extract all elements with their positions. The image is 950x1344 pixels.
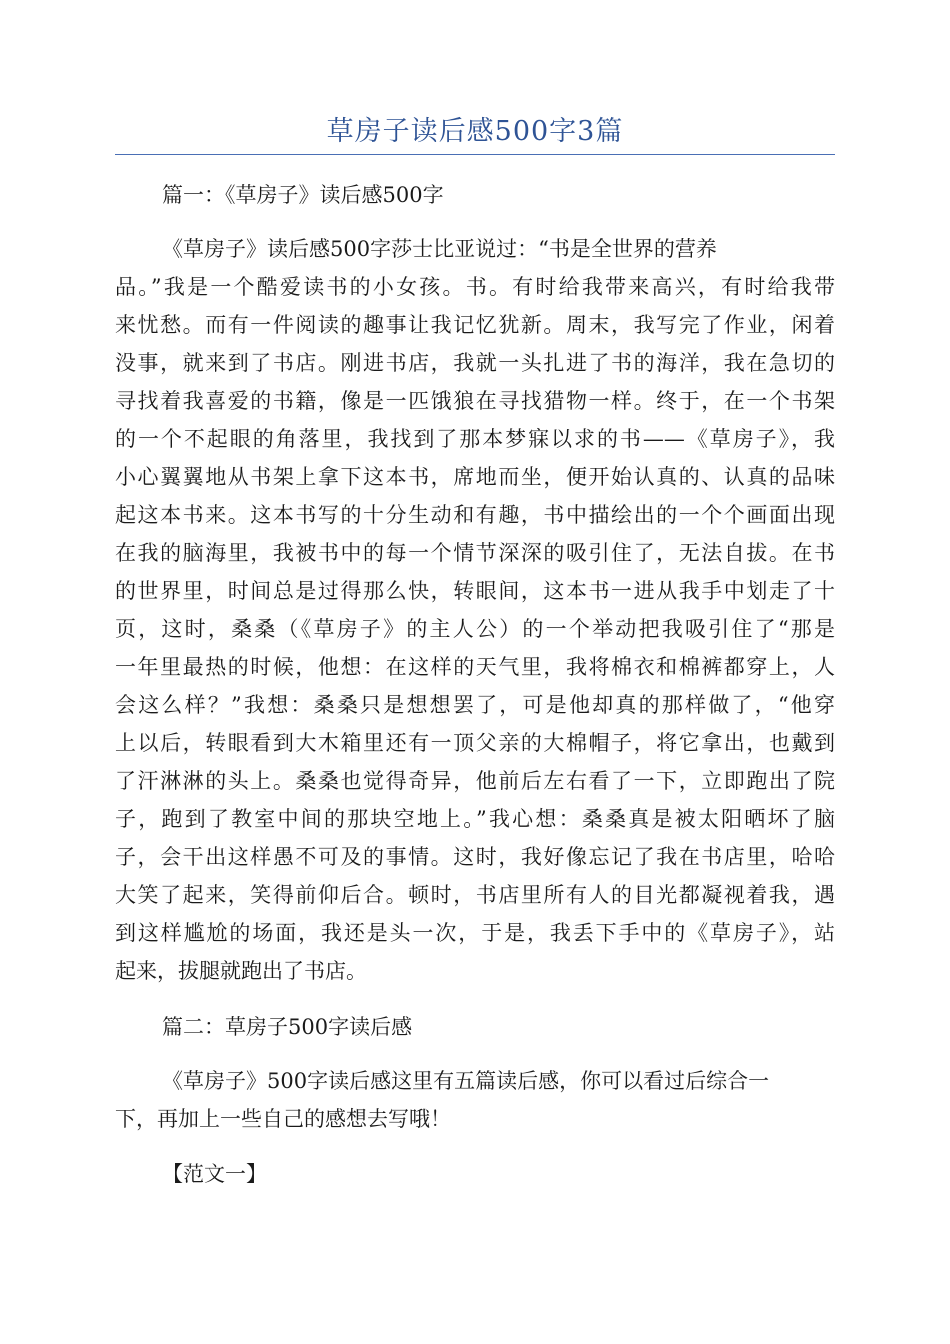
section-1-body (115, 230, 835, 990)
paragraph-line: 一年里最热的时候，他想：在这样的天气里，我将棉衣和棉裤都穿上，人 (115, 655, 835, 679)
paragraph-line: 没事，就来到了书店。刚进书店，我就一头扎进了书的海洋，我在急切的 (115, 351, 835, 375)
paragraph-line: 来忧愁。而有一件阅读的趣事让我记忆犹新。周末，我写完了作业，闲着 (115, 313, 835, 337)
paragraph-line: 的世界里，时间总是过得那么快，转眼间，这本书一进从我手中划走了十 (115, 579, 835, 603)
paragraph-line: 子，跑到了教室中间的那块空地上。”我心想：桑桑真是被太阳晒坏了脑 (115, 807, 835, 831)
section-2-heading: 篇二：草房子500字读后感 (162, 1015, 413, 1039)
paragraph-line: 上以后，转眼看到大木箱里还有一顶父亲的大棉帽子，将它拿出，也戴到 (115, 731, 835, 755)
paragraph-line: 了汗淋淋的头上。桑桑也觉得奇异，他前后左右看了一下，立即跑出了院 (115, 769, 835, 793)
paragraph-line: 页，这时，桑桑（《草房子》的主人公）的一个举动把我吸引住了“那是 (115, 617, 835, 641)
paragraph-line: 子，会干出这样愚不可及的事情。这时，我好像忘记了我在书店里，哈哈 (115, 845, 835, 869)
paragraph-line: 《草房子》500字读后感这里有五篇读后感，你可以看过后综合一 (162, 1069, 770, 1093)
sample-1-label: 【范文一】 (162, 1162, 267, 1186)
paragraph-line: 在我的脑海里，我被书中的每一个情节深深的吸引住了，无法自拔。在书 (115, 541, 835, 565)
paragraph-line: 寻找着我喜爱的书籍，像是一匹饿狼在寻找猎物一样。终于，在一个书架 (115, 389, 835, 413)
paragraph-line: 起这本书来。这本书写的十分生动和有趣，书中描绘出的一个个画面出现 (115, 503, 835, 527)
paragraph-line: 小心翼翼地从书架上拿下这本书，席地而坐，便开始认真的、认真的品味 (115, 465, 835, 489)
paragraph-line: 起来，拔腿就跑出了书店。 (115, 959, 367, 983)
paragraph-line: 会这么样？”我想：桑桑只是想想罢了，可是他却真的那样做了，“他穿 (115, 693, 835, 717)
paragraph-line: 到这样尴尬的场面，我还是头一次，于是，我丢下手中的《草房子》，站 (115, 921, 835, 945)
paragraph-line: 的一个不起眼的角落里，我找到了那本梦寐以求的书——《草房子》，我 (115, 427, 835, 451)
section-2-body (115, 1062, 835, 1138)
paragraph-line: 《草房子》读后感500字莎士比亚说过：“书是全世界的营养 (162, 237, 717, 261)
title-underline (115, 154, 835, 155)
paragraph-line: 品。”我是一个酷爱读书的小女孩。书。有时给我带来高兴，有时给我带 (115, 275, 835, 299)
paragraph-line: 下，再加上一些自己的感想去写哦！ (115, 1107, 451, 1131)
section-1-heading: 篇一：《草房子》读后感500字 (162, 183, 444, 207)
paragraph-line: 大笑了起来，笑得前仰后合。顿时，书店里所有人的目光都凝视着我，遇 (115, 883, 835, 907)
document-title: 草房子读后感500字3篇 (326, 116, 624, 147)
